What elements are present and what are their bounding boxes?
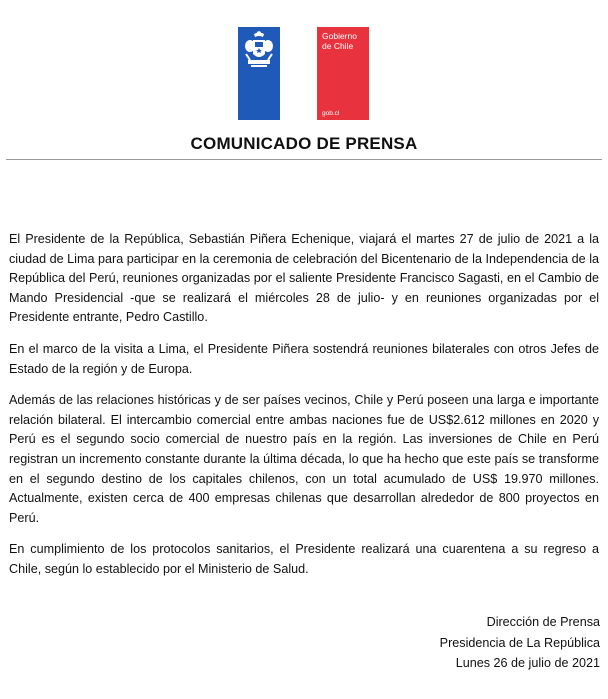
logo-line1: Gobierno <box>322 31 357 41</box>
paragraph: Además de las relaciones históricas y de ser países vecinos, Chile y Perú poseen una larga e importante relación bilateral. El intercambio comercial entre ambas naciones fue de US$2.612 millones en 2020 y Perú es el segundo socio comercial de nuestro país en la región. Las inversiones de Chile en Perú registran un incremento constante durante la última década, lo que ha hecho que este país se transforme en el segundo destino de los capitales chilenos, con un total acumulado de US$ 19.970 millones. Actualmente, existen cerca de 400 empresas chilenas que desarrollan alrededor de 800 proyectos en Perú. <box>9 393 599 525</box>
paragraph: El Presidente de la República, Sebastián Piñera Echenique, viajará el martes 27 de julio de 2021 a la ciudad de Lima para participar en la ceremonia de celebración del Bicentenario de la Independencia de la República del Perú, reuniones organizadas por el saliente Presidente Francisco Sagasti, en el Cambio de Mando Presidencial -que se realizará el miércoles 28 de julio- y en reuniones organizadas por el Presidente entrante, Pedro Castillo. <box>9 232 599 325</box>
gobierno-de-chile-logo <box>317 27 369 120</box>
gobierno-de-chile-text <box>322 31 357 51</box>
logo-line2: de Chile <box>322 41 354 51</box>
press-release-body <box>9 230 599 592</box>
page-title: COMUNICADO DE PRENSA <box>190 134 418 153</box>
coat-of-arms-logo <box>238 27 280 120</box>
signature-date: Lunes 26 de julio de 2021 <box>455 656 600 670</box>
signature-block <box>440 612 600 674</box>
signature-office: Presidencia de La República <box>439 635 600 650</box>
title-divider <box>6 159 602 160</box>
paragraph: En cumplimiento de los protocolos sanitarios, el Presidente realizará una cuarentena a su regreso a Chile, según lo establecido por el Ministerio de Salud. <box>9 542 599 576</box>
coat-of-arms-icon <box>240 30 278 70</box>
paragraph: En el marco de la visita a Lima, el Presidente Piñera sostendrá reuniones bilaterales con otros Jefes de Estado de la región y de Europa. <box>9 341 599 376</box>
logo-url: gob.cl <box>322 110 340 117</box>
signature-department: Dirección de Prensa <box>486 615 600 629</box>
header-logos <box>0 27 608 120</box>
